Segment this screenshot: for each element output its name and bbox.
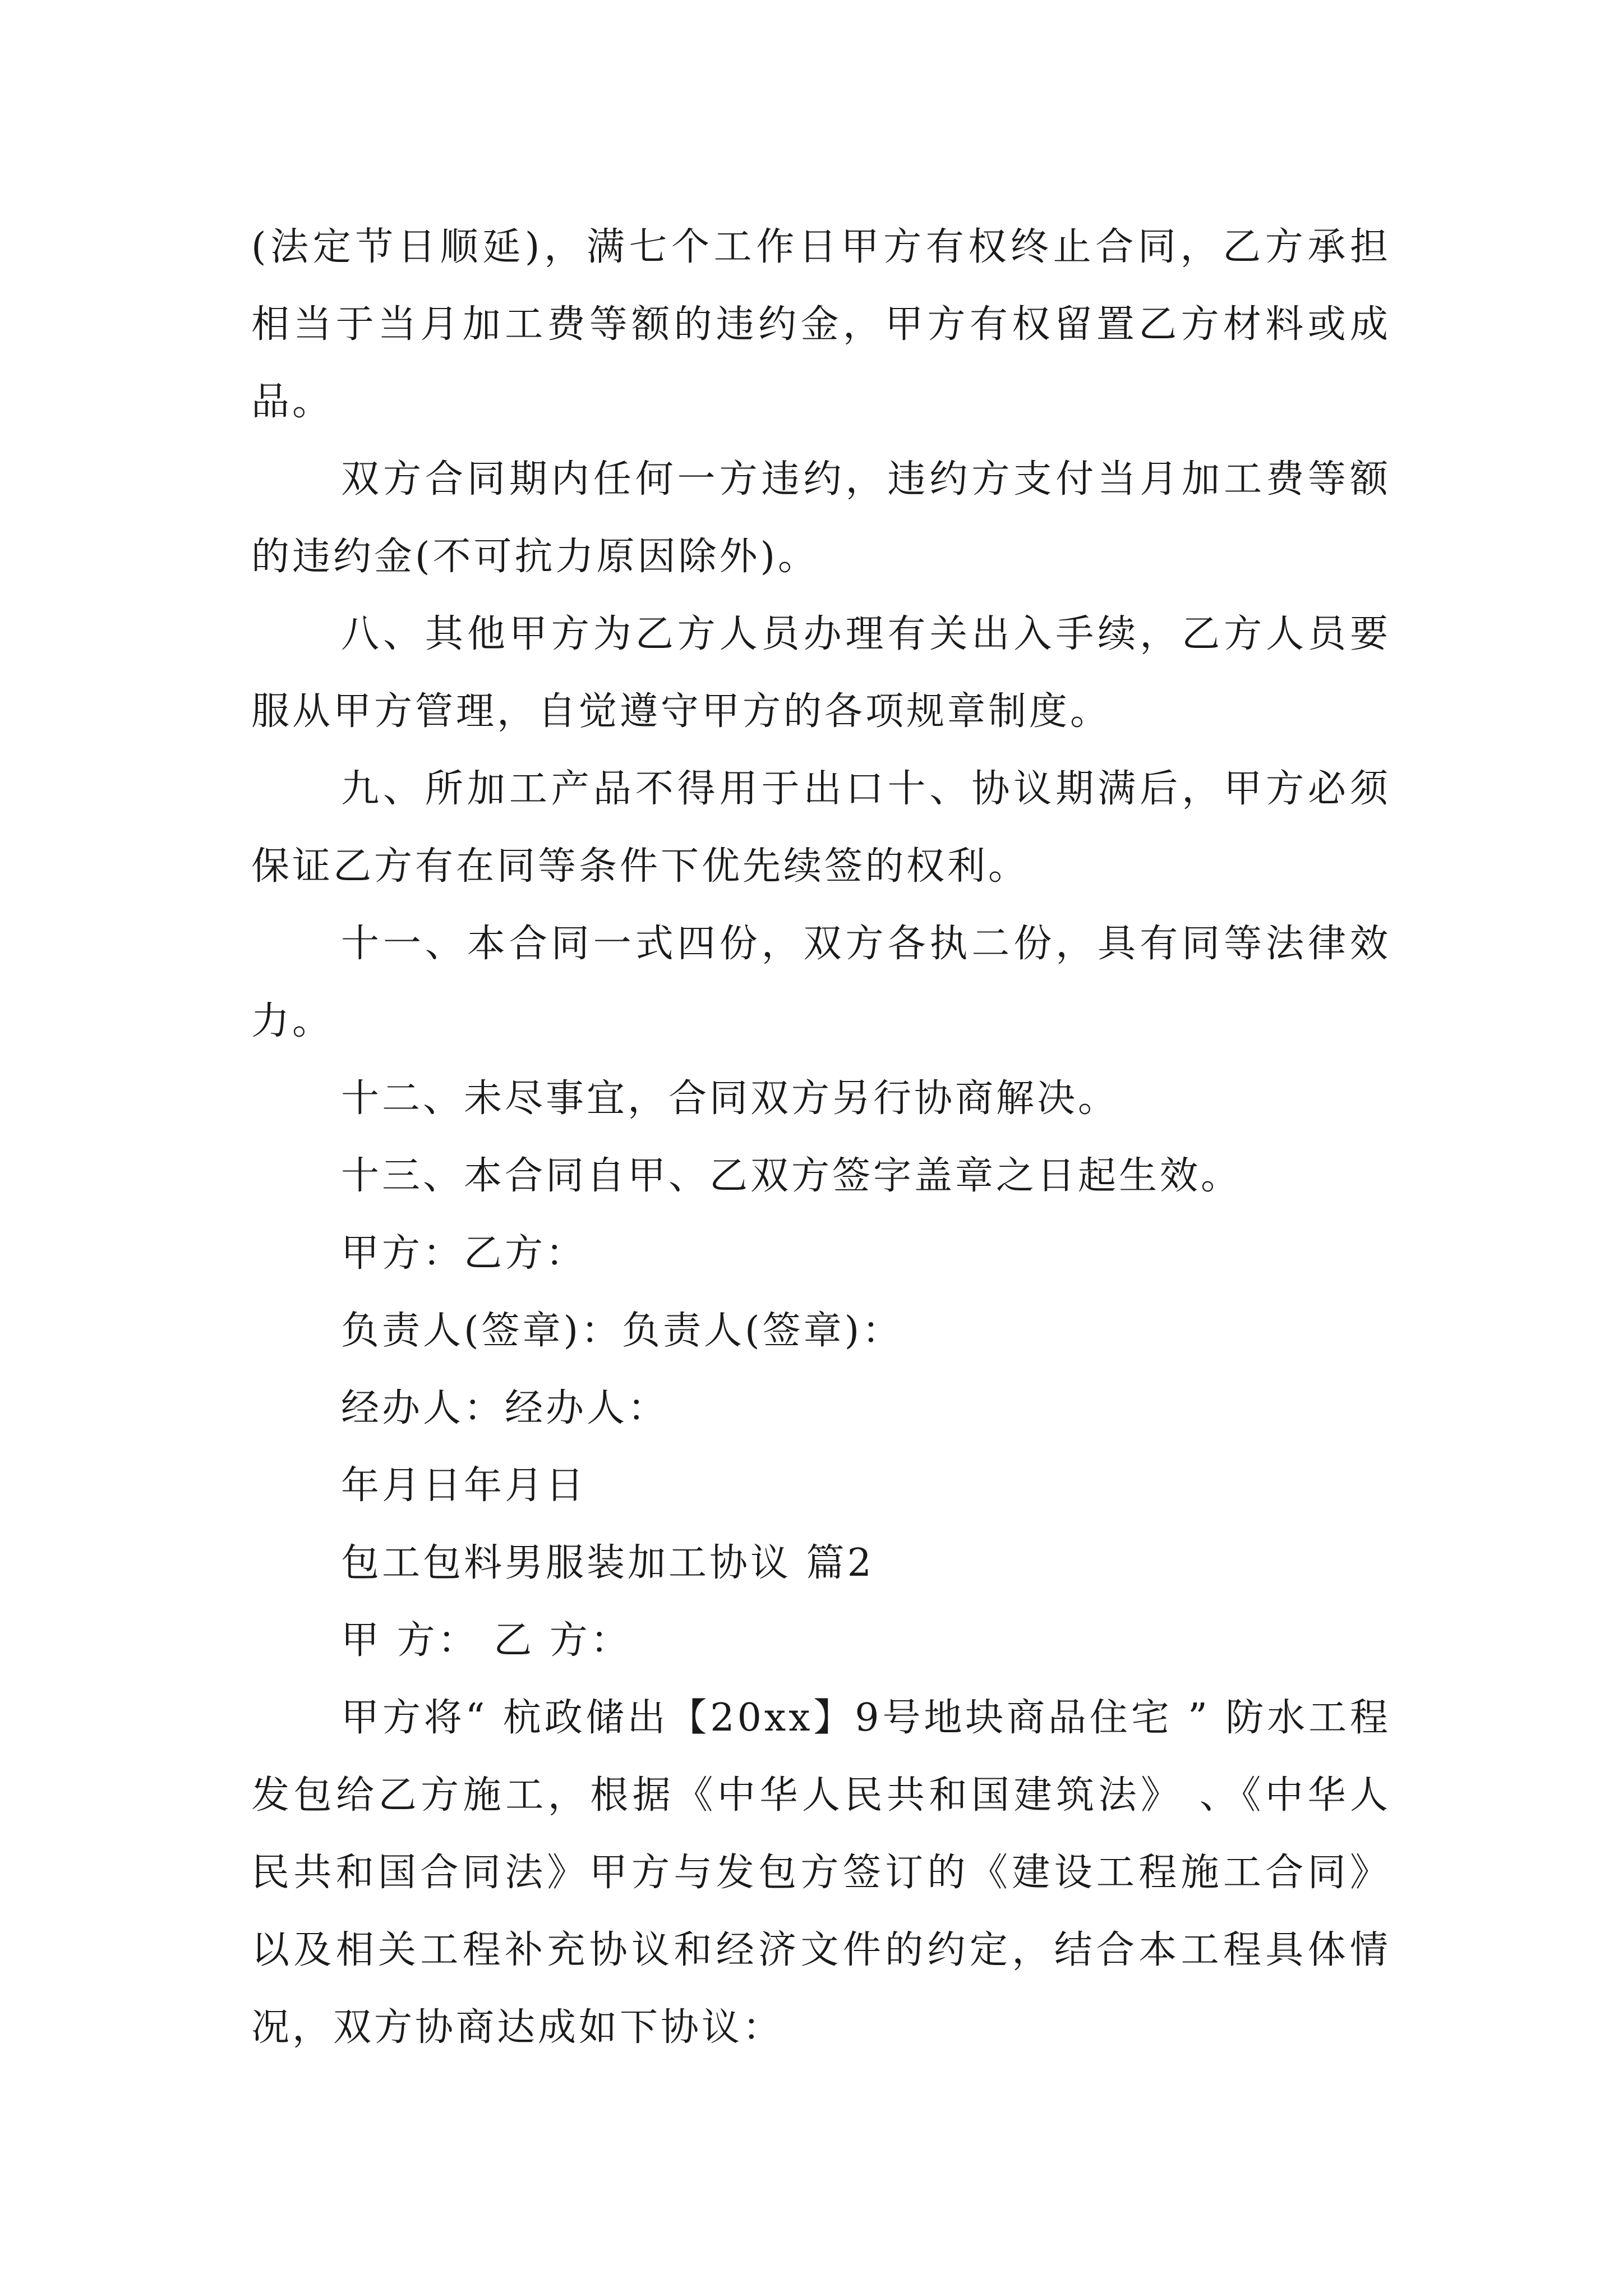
paragraph-5: 十二、未尽事宜，合同双方另行协商解决。	[341, 1076, 1119, 1121]
paragraph-0: (法定节日顺延)，满七个工作日甲方有权终止合同，乙方承担相当于当月加工费等额的违约金，甲方有权留置乙方材料或成品。	[251, 225, 1391, 424]
parties-line: 甲 方： 乙 方：	[341, 1618, 631, 1663]
signature-responsible: 负责人(签章)：负责人(签章)：	[341, 1309, 903, 1353]
paragraph-4: 十一、本合同一式四份，双方各执二份，具有同等法律效力。	[251, 922, 1391, 1043]
paragraph-3: 九、所加工产品不得用于出口十、协议期满后，甲方必须保证乙方有在同等条件下优先续签的权利。	[251, 767, 1391, 889]
signature-handler: 经办人：经办人：	[341, 1386, 669, 1430]
signature-date: 年月日年月日	[341, 1464, 587, 1508]
signature-parties: 甲方：乙方：	[341, 1231, 587, 1276]
paragraph-2: 八、其他甲方为乙方人员办理有关出入手续，乙方人员要服从甲方管理，自觉遵守甲方的各项规章制度。	[251, 612, 1391, 734]
paragraph-6: 十三、本合同自甲、乙双方签字盖章之日起生效。	[341, 1154, 1242, 1198]
section-title: 包工包料男服装加工协议 篇2	[341, 1541, 874, 1585]
paragraph-1: 双方合同期内任何一方违约，违约方支付当月加工费等额的违约金(不可抗力原因除外)。	[251, 457, 1391, 579]
paragraph-13: 甲方将“ 杭政储出【20xx】9号地块商品住宅 ” 防水工程发包给乙方施工，根据《中华人民共和国建筑法》 、《中华人民共和国合同法》甲方与发包方签订的《建设工程施工合同》以及相关工程补充协议和经济文件的约定，结合本工程具体情况，双方协商达成如下协议：	[251, 1696, 1391, 2050]
document-body	[251, 209, 1391, 2067]
